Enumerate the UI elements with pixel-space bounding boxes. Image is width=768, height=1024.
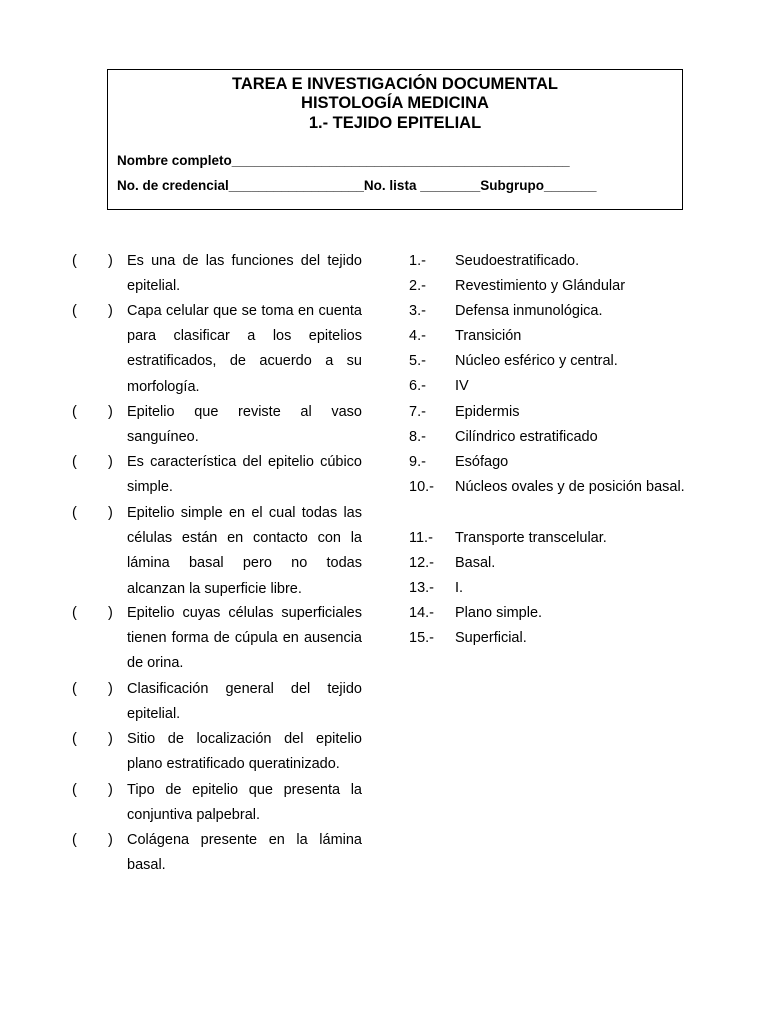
question-text: Tipo de epitelio que presenta la conjuntiva palpebral. [127,782,362,824]
answer-blank-close: ) [108,253,113,269]
answer-text: Núcleo esférico y central. [455,353,618,369]
answer-blank-close: ) [108,303,113,319]
answer-blank-close: ) [108,605,113,621]
question-text: Capa celular que se toma en cuenta para clasificar a los epitelios estratificados, de acuerdo a su morfología. [127,303,362,395]
answer-blank-open: ( [72,253,77,269]
answer-text: Epidermis [455,404,520,420]
answer-text: I. [455,580,464,596]
answer-blank-open: ( [72,731,77,747]
answer-number: 11.- [409,530,433,546]
answer-number: 8.- [409,429,426,445]
question-text: Clasificación general del tejido epitelial. [127,681,362,723]
answer-text: Núcleos ovales y de posición basal. [455,479,685,495]
answer-blank-close: ) [108,505,113,521]
answer-number: 15.- [409,630,434,646]
answer-text: Esófago [455,454,509,470]
answer-text: Cilíndrico estratificado [455,429,598,445]
answer-number: 4.- [409,328,426,344]
answer-number: 7.- [409,404,426,420]
question-text: Es una de las funciones del tejido epitelial. [127,253,362,295]
document-topic: 1.- TEJIDO EPITELIAL [308,114,482,132]
answer-blank-open: ( [72,832,77,848]
question-text: Sitio de localización del epitelio plano estratificado queratinizado. [127,731,362,773]
answer-text: Basal. [455,555,496,571]
answers-column [400,0,730,1024]
answer-blank-close: ) [108,681,113,697]
answer-text: Transporte transcelular. [455,530,607,546]
answer-number: 6.- [409,378,426,394]
answer-blank-close: ) [108,731,113,747]
answer-number: 9.- [409,454,426,470]
answer-text: Seudoestratificado. [455,253,580,269]
answer-blank-close: ) [108,404,113,420]
answer-text: Plano simple. [455,605,543,621]
answer-blank-open: ( [72,605,77,621]
answer-blank-open: ( [72,505,77,521]
answer-blank-open: ( [72,681,77,697]
answer-number: 1.- [409,253,426,269]
answer-text: Defensa inmunológica. [455,303,603,319]
answer-blank-close: ) [108,454,113,470]
answer-text: Superficial. [455,630,527,646]
answer-number: 12.- [409,555,434,571]
answer-number: 2.- [409,278,426,294]
question-text: Colágena presente en la lámina basal. [127,832,362,874]
answer-blank-close: ) [108,832,113,848]
question-text: Es característica del epitelio cúbico simple. [127,454,362,496]
answer-text: Transición [455,328,522,344]
answer-blank-open: ( [72,404,77,420]
answer-number: 5.- [409,353,426,369]
question-text: Epitelio simple en el cual todas las células están en contacto con la lámina basal pero no todas alcanzan la superficie libre. [127,505,362,597]
answer-number: 14.- [409,605,434,621]
answer-blank-open: ( [72,454,77,470]
question-text: Epitelio cuyas células superficiales tienen forma de cúpula en ausencia de orina. [127,605,362,672]
name-field-line: Nombre completo_____________________________________________ [117,153,570,168]
answer-blank-close: ) [108,782,113,798]
credential-field-line: No. de credencial__________________No. lista ________Subgrupo_______ [117,178,597,193]
answer-blank-open: ( [72,782,77,798]
document-title: TAREA E INVESTIGACIÓN DOCUMENTAL [231,75,559,93]
question-text: Epitelio que reviste al vaso sanguíneo. [127,404,362,446]
answer-number: 13.- [409,580,434,596]
document-subtitle: HISTOLOGÍA MEDICINA [301,94,489,112]
answer-text: Revestimiento y Glándular [455,278,626,294]
answer-blank-open: ( [72,303,77,319]
answer-number: 10.- [409,479,434,495]
answer-number: 3.- [409,303,426,319]
answer-text: IV [455,378,469,394]
